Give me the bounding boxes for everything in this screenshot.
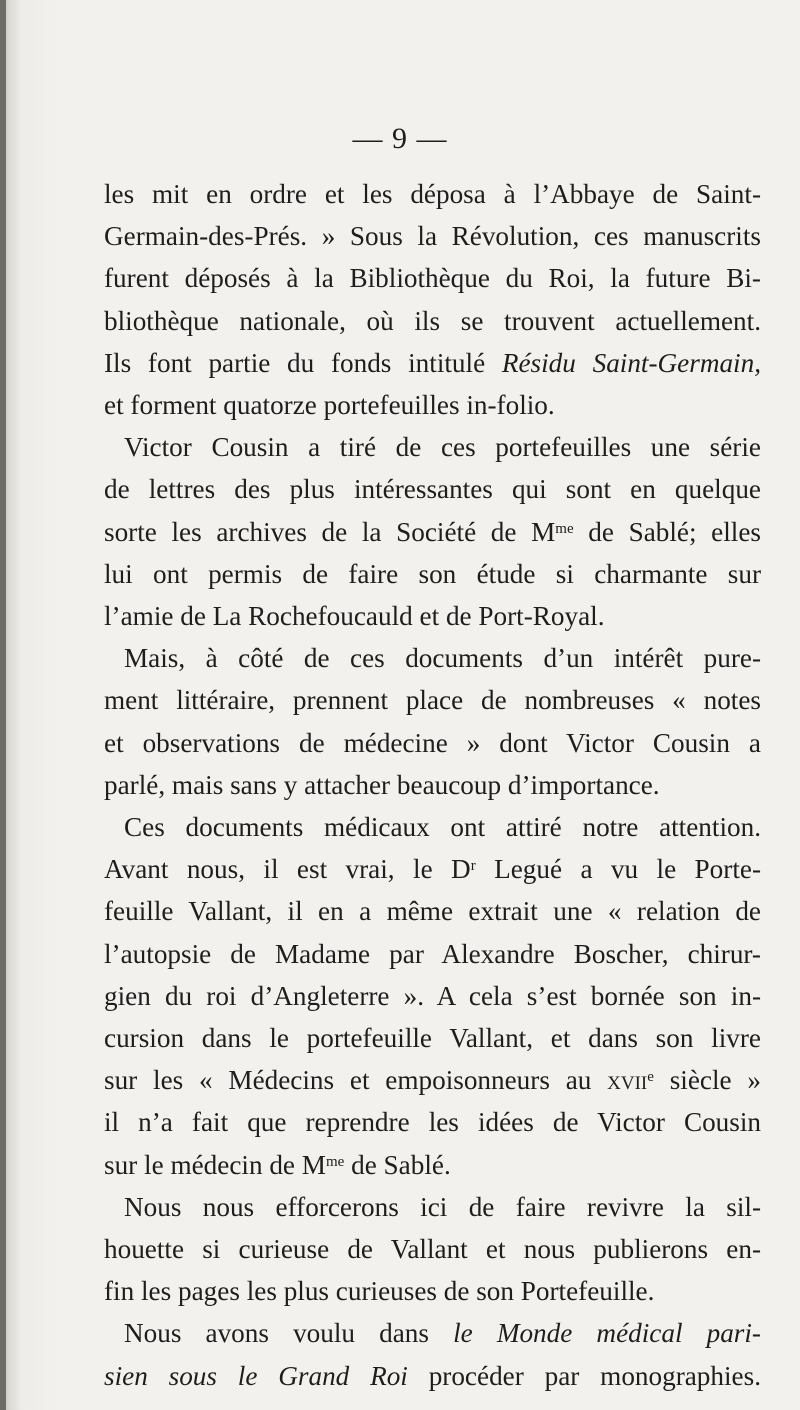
text-segment: Germain-des-Prés. » Sous la Révolution, ces manuscrits xyxy=(104,221,761,252)
text-line xyxy=(104,257,761,299)
text-segment: Ils font partie du fonds intitulé xyxy=(104,347,502,378)
book-spine-shadow xyxy=(0,0,6,1410)
superscript: me xyxy=(555,520,574,537)
text-segment: l’amie de La Rochefoucauld et de Port-Royal. xyxy=(104,601,605,632)
text-line xyxy=(104,722,761,764)
italic-text: sien sous le Grand Roi xyxy=(104,1360,408,1391)
text-line xyxy=(104,848,761,890)
text-segment: fin les pages les plus curieuses de son Portefeuille. xyxy=(104,1276,655,1307)
text-segment: et forment quatorze portefeuilles in-folio. xyxy=(104,390,555,421)
text-segment: Victor Cousin a tiré de ces portefeuilles une série xyxy=(124,432,761,463)
text-line xyxy=(104,806,761,848)
text-line xyxy=(104,1144,761,1186)
text-line xyxy=(104,637,761,679)
text-segment: sorte les archives de la Société de M xyxy=(104,516,556,547)
text-segment: Avant nous, il est vrai, le D xyxy=(104,854,471,885)
text-segment: Legué a vu le Porte- xyxy=(475,854,761,885)
text-line xyxy=(104,1270,761,1312)
text-segment: parlé, mais sans y attacher beaucoup d’importance. xyxy=(104,769,660,800)
text-segment: l’autopsie de Madame par Alexandre Boscher, chirur- xyxy=(104,938,761,969)
page-number: — 9 — xyxy=(352,122,448,155)
text-segment: siècle » xyxy=(653,1065,761,1096)
text-line xyxy=(104,1355,761,1397)
small-caps-text: xvii xyxy=(607,1065,648,1096)
text-segment: de Sablé. xyxy=(344,1149,451,1180)
text-segment: de Sablé; elles xyxy=(573,516,761,547)
text-line xyxy=(104,426,761,468)
superscript: r xyxy=(470,858,476,874)
text-line xyxy=(104,1312,761,1354)
superscript: me xyxy=(325,1153,345,1170)
text-segment: feuille Vallant, il en a même extrait une « relation de xyxy=(104,896,761,927)
text-segment: gien du roi d’Angleterre ». A cela s’est bornée son in- xyxy=(104,980,761,1011)
text-line xyxy=(104,764,761,806)
text-line xyxy=(104,173,761,215)
text-line xyxy=(104,468,761,510)
text-segment: Nous nous efforcerons ici de faire revivre la sil- xyxy=(124,1191,761,1222)
text-line xyxy=(104,1017,761,1059)
text-line xyxy=(104,1186,761,1228)
text-segment: Ces documents médicaux ont attiré notre attention. xyxy=(124,812,761,843)
text-line xyxy=(104,384,761,426)
italic-text: le Monde médical pari- xyxy=(453,1318,761,1349)
text-segment: houette si curieuse de Vallant et nous publierons en- xyxy=(104,1234,761,1265)
text-line xyxy=(104,595,761,637)
text-segment: Mais, à côté de ces documents d’un intérêt pure- xyxy=(124,643,761,674)
text-line xyxy=(104,1059,761,1101)
text-line xyxy=(104,300,761,342)
text-segment: lui ont permis de faire son étude si charmante sur xyxy=(104,558,761,589)
text-line xyxy=(104,679,761,721)
text-line xyxy=(104,553,761,595)
text-segment: cursion dans le portefeuille Vallant, et dans son livre xyxy=(104,1023,761,1054)
text-line xyxy=(104,890,761,932)
text-segment: sur le médecin de M xyxy=(104,1149,326,1180)
text-segment: Nous avons voulu dans xyxy=(124,1318,454,1349)
superscript: e xyxy=(647,1069,654,1086)
text-line xyxy=(104,1101,761,1143)
text-line xyxy=(104,342,761,384)
text-line xyxy=(104,511,761,553)
text-line xyxy=(104,1228,761,1270)
text-segment: procéder par monographies. xyxy=(407,1360,761,1391)
text-segment: il n’a fait que reprendre les idées de Victor Cousin xyxy=(104,1107,761,1138)
text-segment: furent déposés à la Bibliothèque du Roi, la future Bi- xyxy=(104,263,761,294)
text-line xyxy=(104,933,761,975)
body-text xyxy=(104,173,761,1397)
text-segment: sur les « Médecins et empoisonneurs au xyxy=(104,1065,608,1096)
text-line xyxy=(104,975,761,1017)
text-segment: de lettres des plus intéressantes qui sont en quelque xyxy=(104,474,761,505)
text-segment: les mit en ordre et les déposa à l’Abbaye de Saint- xyxy=(104,179,761,209)
text-line xyxy=(104,215,761,257)
italic-text: Résidu Saint-Germain, xyxy=(501,347,761,378)
text-segment: ment littéraire, prennent place de nombreuses « notes xyxy=(104,685,761,716)
text-segment: et observations de médecine » dont Victor Cousin a xyxy=(104,727,761,758)
text-segment: bliothèque nationale, où ils se trouvent actuellement. xyxy=(104,305,761,336)
